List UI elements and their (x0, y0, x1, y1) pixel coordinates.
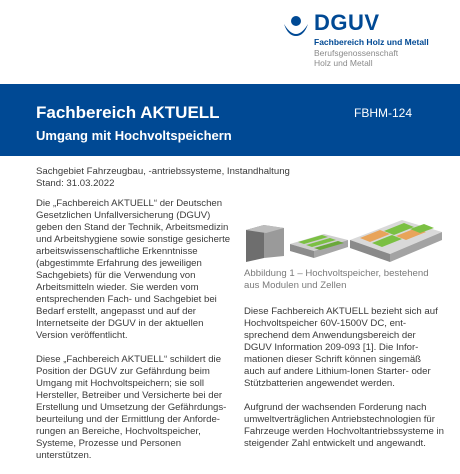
text-line: Sachgebiets) für die Verwendung von (36, 270, 196, 281)
battery-figure (244, 214, 444, 264)
text-line: DGUV Information 209-093 [1]. Die Infor- (244, 342, 419, 353)
meta-date: Stand: 31.03.2022 (36, 178, 115, 189)
text-line: geben den Stand der Technik, Arbeitsmedizin (36, 222, 229, 233)
text-line: arbeitswissenschaftliche Erkenntnisse (36, 246, 198, 257)
meta-subject-area: Sachgebiet Fahrzeugbau, -antriebssysteme, Instandhaltung (36, 166, 290, 177)
battery-pack-image (350, 220, 442, 262)
logo-name: DGUV (314, 10, 380, 35)
text-line: sprechend dem Anwendungsbereich der (244, 330, 416, 341)
text-line: Internetseite der DGUV in der aktuellen (36, 318, 204, 329)
text-line: entsprechenden Fach- und Sachgebiet bei (36, 294, 217, 305)
text-line: Version veröffentlicht. (36, 330, 128, 341)
text-line: unterstützen. (36, 450, 92, 461)
intro-paragraph (36, 198, 236, 342)
caption-line: aus Modulen und Zellen (244, 280, 347, 291)
text-line: Die „Fachbereich AKTUELL“ der Deutschen (36, 198, 223, 209)
text-line: Arbeitsmitteln wieder. Sie werden vom (36, 282, 199, 293)
text-line: Fahrzeuge werden Hochvoltantriebssysteme in (244, 426, 444, 437)
text-line: Position der DGUV zur Gefährdung beim (36, 366, 210, 377)
text-line: Stützbatterien angewendet werden. (244, 378, 395, 389)
text-line: Bedarf erstellt, angepasst und auf der (36, 306, 196, 317)
scope-paragraph (244, 306, 444, 390)
text-line: Diese Fachbereich AKTUELL bezieht sich auf (244, 306, 438, 317)
purpose-paragraph (36, 354, 236, 462)
text-line: Diese „Fachbereich AKTUELL“ schildert die (36, 354, 222, 365)
text-line: Gesetzlichen Unfallversicherung (DGUV) (36, 210, 211, 221)
document-code: FBHM-124 (353, 106, 412, 120)
logo-department: Fachbereich Holz und Metall (314, 37, 429, 47)
text-line: und Arbeitshygiene sowie sonstige gesicherte (36, 234, 231, 245)
logo-subline-1: Berufsgenossenschaft (314, 48, 399, 58)
banner-subtitle: Umgang mit Hochvoltspeichern (36, 128, 232, 143)
text-line: (abgestimmte Erfahrung des jeweiligen (36, 258, 202, 269)
battery-module-image (290, 234, 348, 258)
banner-title: Fachbereich AKTUELL (36, 103, 220, 122)
text-line: umweltverträglichen Antriebstechnologien für (244, 414, 435, 425)
right-column (244, 306, 444, 462)
background-paragraph (244, 402, 444, 450)
text-line: Erstellung und Umsetzung der Gefährdungs- (36, 402, 227, 413)
document-meta (36, 166, 290, 190)
text-line: mationen dieser Schrift können singemäß (244, 354, 422, 365)
text-line: beurteilung und der Ermittlung der Anforde- (36, 414, 220, 425)
left-column (36, 198, 236, 474)
text-line: Umgang mit Hochvoltspeichern; sie soll (36, 378, 204, 389)
text-line: Hersteller, Betreiber und Versicherte bei der (36, 390, 223, 401)
text-line: steigender Zahl entwickelt und angewandt. (244, 438, 426, 449)
text-line: auch auf andere Lithium-Ionen Starter- oder (244, 366, 431, 377)
caption-line: Abbildung 1 – Hochvoltspeicher, bestehend (244, 268, 429, 279)
text-line: Systeme, Prozesse und Personen (36, 438, 182, 449)
logo-subline-2: Holz und Metall (314, 58, 373, 68)
dguv-emblem-icon (282, 14, 310, 42)
figure-caption (244, 268, 444, 292)
dguv-logo (282, 10, 442, 72)
text-line: Hochvoltspeicher 60V-1500V DC, ent- (244, 318, 407, 329)
title-banner (0, 84, 460, 156)
battery-cell-image (246, 225, 284, 262)
text-line: rungen an Bereiche, Hochvoltspeicher, (36, 426, 201, 437)
text-line: Aufgrund der wachsenden Forderung nach (244, 402, 427, 413)
